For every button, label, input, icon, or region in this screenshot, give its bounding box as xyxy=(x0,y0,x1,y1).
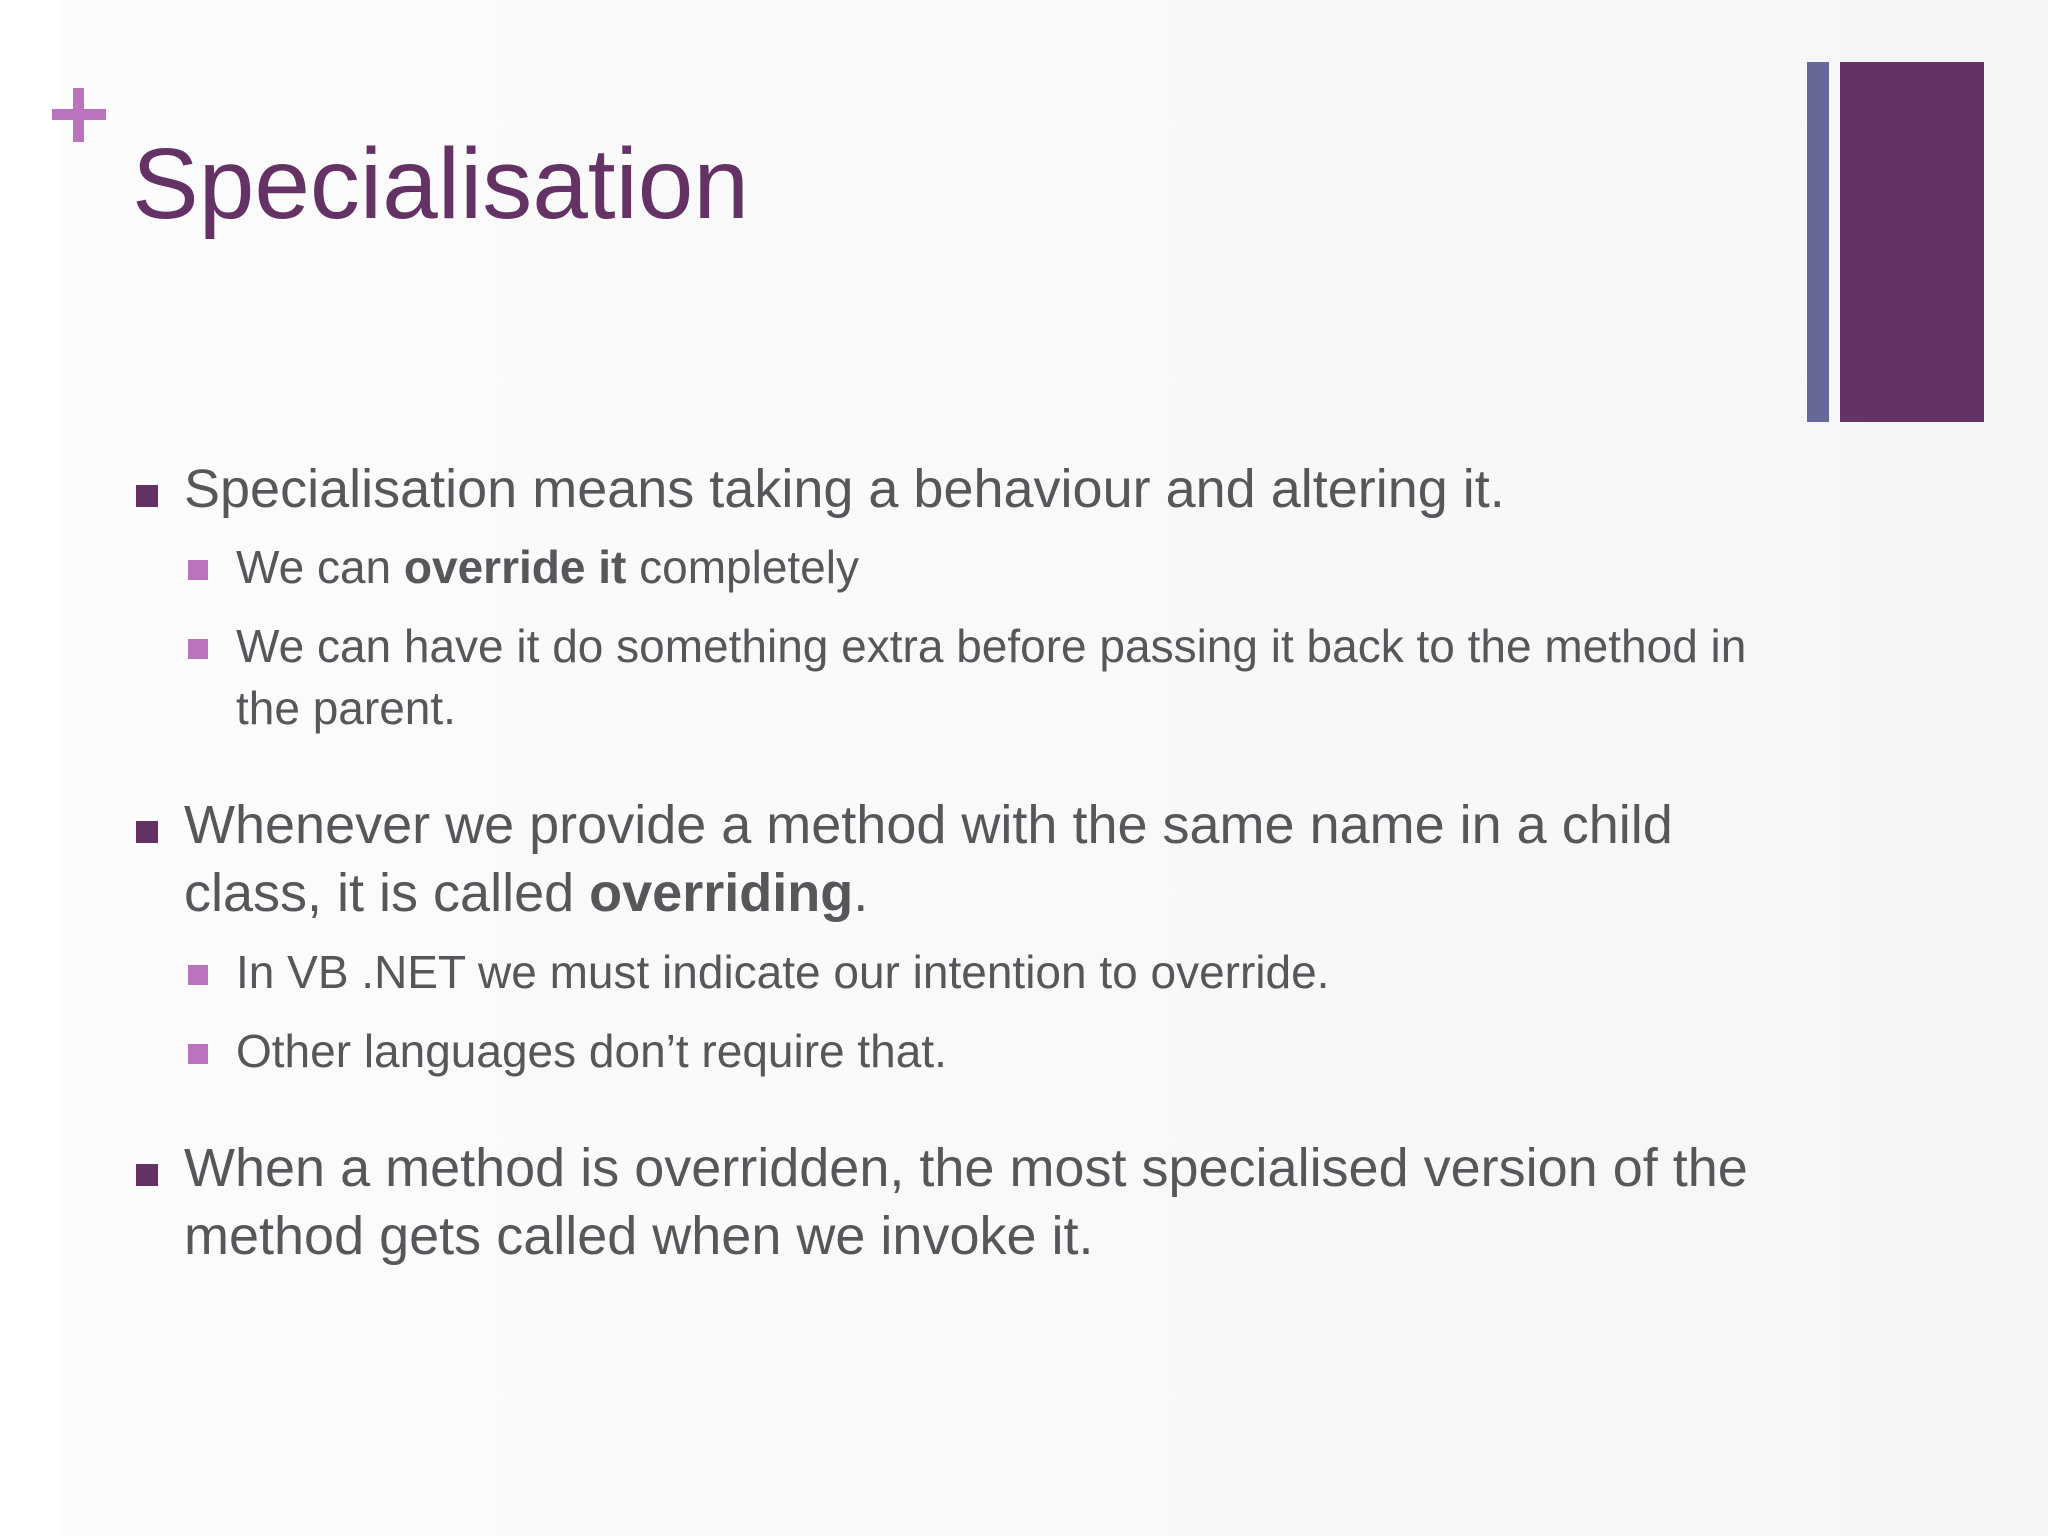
square-bullet-icon xyxy=(136,485,158,507)
sub-bullet-text: We can have it do something extra before passing it back to the method in the parent. xyxy=(236,620,1747,734)
plus-icon xyxy=(52,88,106,142)
text-segment: . xyxy=(853,863,869,923)
square-bullet-icon xyxy=(188,560,208,580)
sub-bullet-item xyxy=(184,1020,1782,1082)
text-segment: We can xyxy=(236,541,404,593)
square-bullet-icon xyxy=(188,965,208,985)
bold-text: override it xyxy=(403,541,627,593)
decorative-bar-thin xyxy=(1807,62,1829,422)
bullet-text xyxy=(184,795,1673,923)
bullet-text: Specialisation means taking a behaviour and altering it. xyxy=(184,459,1505,519)
slide-title: Specialisation xyxy=(132,128,750,240)
sub-bullet-text: In VB .NET we must indicate our intention to override. xyxy=(236,946,1330,998)
square-bullet-icon xyxy=(188,639,208,659)
sub-bullet-text: Other languages don’t require that. xyxy=(236,1025,947,1077)
bullet-text: When a method is overridden, the most specialised version of the method gets called when we invoke it. xyxy=(184,1138,1748,1266)
square-bullet-icon xyxy=(136,821,158,843)
bullet-item xyxy=(132,455,1782,523)
sub-bullet-item xyxy=(184,615,1782,739)
square-bullet-icon xyxy=(188,1044,208,1064)
bullet-item xyxy=(132,791,1782,927)
bold-text: overriding xyxy=(589,863,854,923)
decorative-bar-thick xyxy=(1840,62,1984,422)
bullet-item xyxy=(132,1134,1782,1270)
bullet-list xyxy=(132,455,1782,1270)
text-segment: completely xyxy=(626,541,859,593)
square-bullet-icon xyxy=(136,1164,158,1186)
text-segment: Whenever we provide a method with the same name in a child class, it is called xyxy=(184,795,1673,923)
sub-bullet-item xyxy=(184,536,1782,598)
sub-bullet-text xyxy=(236,541,859,593)
sub-bullet-item xyxy=(184,941,1782,1003)
